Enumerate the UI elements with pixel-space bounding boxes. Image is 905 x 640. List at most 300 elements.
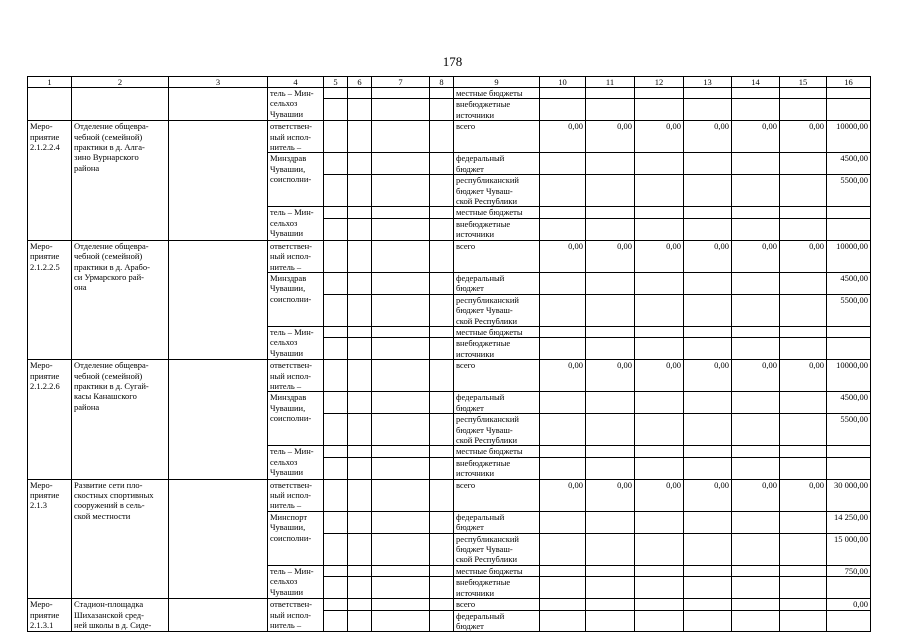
value-cell	[684, 294, 732, 326]
value-cell	[684, 392, 732, 414]
year-total-cell: 0,00	[780, 360, 827, 392]
empty-cell	[324, 338, 348, 360]
empty-cell	[324, 218, 348, 240]
value-cell	[586, 294, 635, 326]
empty-cell	[324, 479, 348, 511]
empty-cell	[430, 218, 454, 240]
empty-cell	[348, 175, 372, 207]
value-cell	[540, 457, 586, 479]
value-cell	[732, 414, 780, 446]
empty-cell	[348, 240, 372, 272]
empty-cell	[372, 599, 430, 610]
total-value-cell: 0,00	[827, 599, 871, 610]
executor-cell	[169, 240, 268, 359]
year-total-cell: 0,00	[540, 360, 586, 392]
table-row	[28, 88, 871, 99]
value-cell	[732, 565, 780, 576]
year-total-cell: 0,00	[540, 240, 586, 272]
year-total-cell: 0,00	[684, 121, 732, 153]
value-cell	[684, 99, 732, 121]
value-cell	[684, 153, 732, 175]
value-cell	[635, 207, 684, 218]
column-header: 2	[72, 77, 169, 88]
responsible-cell: тель – Мин- сельхоз Чувашии	[268, 446, 324, 479]
empty-cell	[348, 88, 372, 99]
year-total-cell: 0,00	[732, 240, 780, 272]
column-header: 14	[732, 77, 780, 88]
value-cell	[732, 326, 780, 337]
empty-cell	[348, 338, 372, 360]
total-value-cell: 30 000,00	[827, 479, 871, 511]
value-cell	[540, 610, 586, 632]
value-cell	[684, 446, 732, 457]
empty-cell	[324, 175, 348, 207]
total-value-cell	[827, 610, 871, 632]
total-value-cell: 5500,00	[827, 414, 871, 446]
empty-cell	[430, 446, 454, 457]
empty-cell	[324, 88, 348, 99]
source-cell: федеральный бюджет	[454, 272, 540, 294]
empty-cell	[430, 533, 454, 565]
value-cell	[635, 153, 684, 175]
value-cell	[586, 99, 635, 121]
empty-cell	[430, 175, 454, 207]
source-cell: местные бюджеты	[454, 326, 540, 337]
value-cell	[732, 272, 780, 294]
empty-cell	[348, 153, 372, 175]
empty-cell	[324, 272, 348, 294]
value-cell	[684, 338, 732, 360]
responsible-cell: ответствен- ный испол- нитель –	[268, 479, 324, 511]
empty-cell	[324, 360, 348, 392]
empty-cell	[372, 533, 430, 565]
total-value-cell: 4500,00	[827, 392, 871, 414]
value-cell	[732, 99, 780, 121]
empty-cell	[324, 599, 348, 610]
year-total-cell: 0,00	[586, 240, 635, 272]
value-cell	[586, 153, 635, 175]
column-header: 13	[684, 77, 732, 88]
value-cell	[732, 207, 780, 218]
empty-cell	[430, 338, 454, 360]
empty-cell	[372, 446, 430, 457]
total-value-cell: 5500,00	[827, 175, 871, 207]
responsible-cell: тель – Мин- сельхоз Чувашии	[268, 326, 324, 359]
value-cell	[635, 565, 684, 576]
empty-cell	[348, 599, 372, 610]
source-cell: республиканский бюджет Чуваш- ской Республики	[454, 294, 540, 326]
year-total-cell: 0,00	[780, 240, 827, 272]
source-cell: республиканский бюджет Чуваш- ской Республики	[454, 175, 540, 207]
empty-cell	[430, 153, 454, 175]
value-cell	[635, 88, 684, 99]
measure-name-cell: Отделение общевра- чебной (семейной) практики в д. Сугай- касы Канашского района	[72, 360, 169, 479]
empty-cell	[348, 414, 372, 446]
responsible-cell: тель – Мин- сельхоз Чувашии	[268, 207, 324, 240]
source-cell: федеральный бюджет	[454, 153, 540, 175]
value-cell	[540, 272, 586, 294]
table-row	[28, 121, 871, 153]
value-cell	[540, 99, 586, 121]
value-cell	[635, 599, 684, 610]
empty-cell	[430, 457, 454, 479]
responsible-cell: тель – Мин- сельхоз Чувашии	[268, 565, 324, 598]
value-cell	[586, 326, 635, 337]
empty-cell	[324, 610, 348, 632]
value-cell	[827, 88, 871, 99]
value-cell	[586, 338, 635, 360]
value-cell	[540, 88, 586, 99]
value-cell	[684, 207, 732, 218]
value-cell	[635, 175, 684, 207]
year-total-cell: 0,00	[635, 121, 684, 153]
empty-cell	[348, 511, 372, 533]
empty-cell	[348, 218, 372, 240]
measure-name-cell: Отделение общевра- чебной (семейной) практики в д. Алга- зино Вурнарского района	[72, 121, 169, 240]
source-cell: внебюджетные источники	[454, 338, 540, 360]
empty-cell	[430, 599, 454, 610]
year-total-cell: 0,00	[780, 479, 827, 511]
measure-code-cell: Меро- приятие 2.1.2.2.5	[28, 240, 72, 359]
value-cell	[780, 272, 827, 294]
source-cell: местные бюджеты	[454, 565, 540, 576]
value-cell	[732, 533, 780, 565]
empty-cell	[324, 207, 348, 218]
empty-cell	[324, 326, 348, 337]
year-total-cell: 0,00	[586, 479, 635, 511]
source-cell: всего	[454, 240, 540, 272]
responsible-cell: ответствен- ный испол- нитель –	[268, 121, 324, 153]
year-total-cell: 0,00	[732, 360, 780, 392]
column-header-row	[28, 77, 871, 88]
empty-cell	[324, 294, 348, 326]
responsible-cell: тель – Мин- сельхоз Чувашии	[268, 88, 324, 121]
empty-cell	[430, 577, 454, 599]
value-cell	[635, 577, 684, 599]
value-cell	[635, 511, 684, 533]
value-cell	[732, 446, 780, 457]
value-cell	[732, 457, 780, 479]
empty-cell	[348, 99, 372, 121]
source-cell: федеральный бюджет	[454, 610, 540, 632]
empty-cell	[324, 565, 348, 576]
column-header: 3	[169, 77, 268, 88]
code-cell	[28, 88, 72, 121]
total-value-cell	[827, 338, 871, 360]
value-cell	[780, 392, 827, 414]
executor-cell	[169, 121, 268, 240]
empty-cell	[372, 511, 430, 533]
empty-cell	[348, 610, 372, 632]
empty-cell	[372, 294, 430, 326]
empty-cell	[372, 207, 430, 218]
empty-cell	[430, 272, 454, 294]
empty-cell	[324, 446, 348, 457]
column-header: 10	[540, 77, 586, 88]
value-cell	[540, 326, 586, 337]
value-cell	[780, 414, 827, 446]
empty-cell	[348, 565, 372, 576]
empty-cell	[372, 218, 430, 240]
value-cell	[732, 610, 780, 632]
value-cell	[540, 338, 586, 360]
responsible-cell: Минспорт Чувашии, соисполни-	[268, 511, 324, 565]
empty-cell	[430, 121, 454, 153]
value-cell	[732, 218, 780, 240]
value-cell	[586, 457, 635, 479]
table-row	[28, 360, 871, 392]
value-cell	[780, 175, 827, 207]
name-cell	[72, 88, 169, 121]
column-header: 6	[348, 77, 372, 88]
empty-cell	[372, 153, 430, 175]
table-row	[28, 599, 871, 610]
value-cell	[684, 610, 732, 632]
value-cell	[780, 599, 827, 610]
value-cell	[586, 577, 635, 599]
empty-cell	[372, 479, 430, 511]
total-value-cell	[827, 457, 871, 479]
column-header: 1	[28, 77, 72, 88]
value-cell	[732, 175, 780, 207]
value-cell	[780, 338, 827, 360]
empty-cell	[430, 99, 454, 121]
value-cell	[684, 599, 732, 610]
value-cell	[732, 88, 780, 99]
empty-cell	[324, 577, 348, 599]
source-cell: всего	[454, 121, 540, 153]
empty-cell	[430, 392, 454, 414]
total-value-cell: 10000,00	[827, 360, 871, 392]
empty-cell	[324, 153, 348, 175]
value-cell	[780, 511, 827, 533]
value-cell	[780, 533, 827, 565]
value-cell	[732, 294, 780, 326]
value-cell	[827, 99, 871, 121]
value-cell	[635, 446, 684, 457]
measure-code-cell: Меро- приятие 2.1.3	[28, 479, 72, 598]
value-cell	[540, 392, 586, 414]
value-cell	[684, 326, 732, 337]
total-value-cell: 4500,00	[827, 272, 871, 294]
empty-cell	[430, 479, 454, 511]
source-cell: местные бюджеты	[454, 446, 540, 457]
empty-cell	[430, 240, 454, 272]
value-cell	[684, 175, 732, 207]
executor-cell	[169, 599, 268, 632]
value-cell	[684, 88, 732, 99]
year-total-cell: 0,00	[732, 479, 780, 511]
column-header: 4	[268, 77, 324, 88]
year-total-cell: 0,00	[635, 360, 684, 392]
value-cell	[586, 218, 635, 240]
empty-cell	[430, 511, 454, 533]
empty-cell	[372, 272, 430, 294]
empty-cell	[348, 326, 372, 337]
value-cell	[586, 533, 635, 565]
empty-cell	[348, 294, 372, 326]
source-cell: всего	[454, 599, 540, 610]
responsible-cell: Минздрав Чувашии, соисполни-	[268, 272, 324, 326]
value-cell	[635, 218, 684, 240]
column-header: 9	[454, 77, 540, 88]
column-header: 16	[827, 77, 871, 88]
source-cell: местные бюджеты	[454, 88, 540, 99]
value-cell	[780, 88, 827, 99]
empty-cell	[348, 457, 372, 479]
value-cell	[540, 218, 586, 240]
empty-cell	[372, 392, 430, 414]
measure-name-cell: Развитие сети пло- скостных спортивных сооружений в сель- ской местности	[72, 479, 169, 598]
source-cell: республиканский бюджет Чуваш- ской Республики	[454, 414, 540, 446]
empty-cell	[372, 577, 430, 599]
value-cell	[684, 414, 732, 446]
executor-cell	[169, 88, 268, 121]
value-cell	[684, 533, 732, 565]
total-value-cell: 10000,00	[827, 121, 871, 153]
year-total-cell: 0,00	[635, 479, 684, 511]
empty-cell	[430, 326, 454, 337]
value-cell	[780, 457, 827, 479]
value-cell	[635, 533, 684, 565]
column-header: 5	[324, 77, 348, 88]
empty-cell	[324, 533, 348, 565]
value-cell	[780, 207, 827, 218]
measure-code-cell: Меро- приятие 2.1.2.2.6	[28, 360, 72, 479]
empty-cell	[348, 121, 372, 153]
total-value-cell: 750,00	[827, 565, 871, 576]
empty-cell	[324, 121, 348, 153]
value-cell	[586, 175, 635, 207]
total-value-cell	[827, 218, 871, 240]
value-cell	[780, 446, 827, 457]
source-cell: внебюджетные источники	[454, 99, 540, 121]
empty-cell	[348, 392, 372, 414]
value-cell	[732, 338, 780, 360]
value-cell	[732, 511, 780, 533]
value-cell	[586, 392, 635, 414]
total-value-cell: 10000,00	[827, 240, 871, 272]
value-cell	[780, 565, 827, 576]
value-cell	[684, 511, 732, 533]
empty-cell	[430, 294, 454, 326]
value-cell	[635, 414, 684, 446]
value-cell	[780, 577, 827, 599]
value-cell	[780, 326, 827, 337]
value-cell	[635, 272, 684, 294]
empty-cell	[324, 414, 348, 446]
empty-cell	[430, 360, 454, 392]
value-cell	[540, 153, 586, 175]
value-cell	[540, 533, 586, 565]
table-row	[28, 240, 871, 272]
empty-cell	[430, 610, 454, 632]
value-cell	[684, 457, 732, 479]
source-cell: всего	[454, 360, 540, 392]
value-cell	[684, 218, 732, 240]
column-header: 12	[635, 77, 684, 88]
source-cell: федеральный бюджет	[454, 392, 540, 414]
source-cell: внебюджетные источники	[454, 218, 540, 240]
empty-cell	[324, 240, 348, 272]
value-cell	[780, 218, 827, 240]
responsible-cell: ответствен- ный испол- нитель –	[268, 240, 324, 272]
empty-cell	[348, 533, 372, 565]
value-cell	[540, 565, 586, 576]
total-value-cell: 5500,00	[827, 294, 871, 326]
value-cell	[586, 414, 635, 446]
empty-cell	[372, 240, 430, 272]
value-cell	[635, 294, 684, 326]
total-value-cell	[827, 207, 871, 218]
total-value-cell: 15 000,00	[827, 533, 871, 565]
measure-name-cell: Стадион-площадка Шихазанской сред- ней школы в д. Сиде-	[72, 599, 169, 632]
year-total-cell: 0,00	[635, 240, 684, 272]
value-cell	[586, 610, 635, 632]
responsible-cell: ответствен- ный испол- нитель –	[268, 599, 324, 632]
program-table	[27, 76, 871, 632]
value-cell	[780, 294, 827, 326]
empty-cell	[348, 577, 372, 599]
source-cell: федеральный бюджет	[454, 511, 540, 533]
column-header: 11	[586, 77, 635, 88]
year-total-cell: 0,00	[780, 121, 827, 153]
source-cell: республиканский бюджет Чуваш- ской Республики	[454, 533, 540, 565]
value-cell	[540, 599, 586, 610]
value-cell	[540, 207, 586, 218]
empty-cell	[348, 446, 372, 457]
empty-cell	[372, 457, 430, 479]
value-cell	[586, 272, 635, 294]
value-cell	[540, 511, 586, 533]
responsible-cell: ответствен- ный испол- нитель –	[268, 360, 324, 392]
empty-cell	[430, 414, 454, 446]
source-cell: внебюджетные источники	[454, 577, 540, 599]
empty-cell	[348, 272, 372, 294]
column-header: 15	[780, 77, 827, 88]
total-value-cell	[827, 577, 871, 599]
executor-cell	[169, 360, 268, 479]
year-total-cell: 0,00	[684, 479, 732, 511]
year-total-cell: 0,00	[540, 479, 586, 511]
value-cell	[635, 392, 684, 414]
source-cell: всего	[454, 479, 540, 511]
value-cell	[684, 577, 732, 599]
empty-cell	[372, 121, 430, 153]
executor-cell	[169, 479, 268, 598]
empty-cell	[324, 511, 348, 533]
year-total-cell: 0,00	[586, 121, 635, 153]
empty-cell	[372, 610, 430, 632]
value-cell	[732, 153, 780, 175]
value-cell	[586, 207, 635, 218]
empty-cell	[324, 99, 348, 121]
source-cell: местные бюджеты	[454, 207, 540, 218]
year-total-cell: 0,00	[540, 121, 586, 153]
total-value-cell	[827, 446, 871, 457]
value-cell	[540, 294, 586, 326]
value-cell	[635, 326, 684, 337]
empty-cell	[372, 338, 430, 360]
total-value-cell	[827, 326, 871, 337]
value-cell	[780, 153, 827, 175]
value-cell	[586, 88, 635, 99]
measure-code-cell: Меро- приятие 2.1.2.2.4	[28, 121, 72, 240]
empty-cell	[372, 88, 430, 99]
responsible-cell: Минздрав Чувашии, соисполни-	[268, 392, 324, 446]
value-cell	[732, 577, 780, 599]
empty-cell	[324, 392, 348, 414]
